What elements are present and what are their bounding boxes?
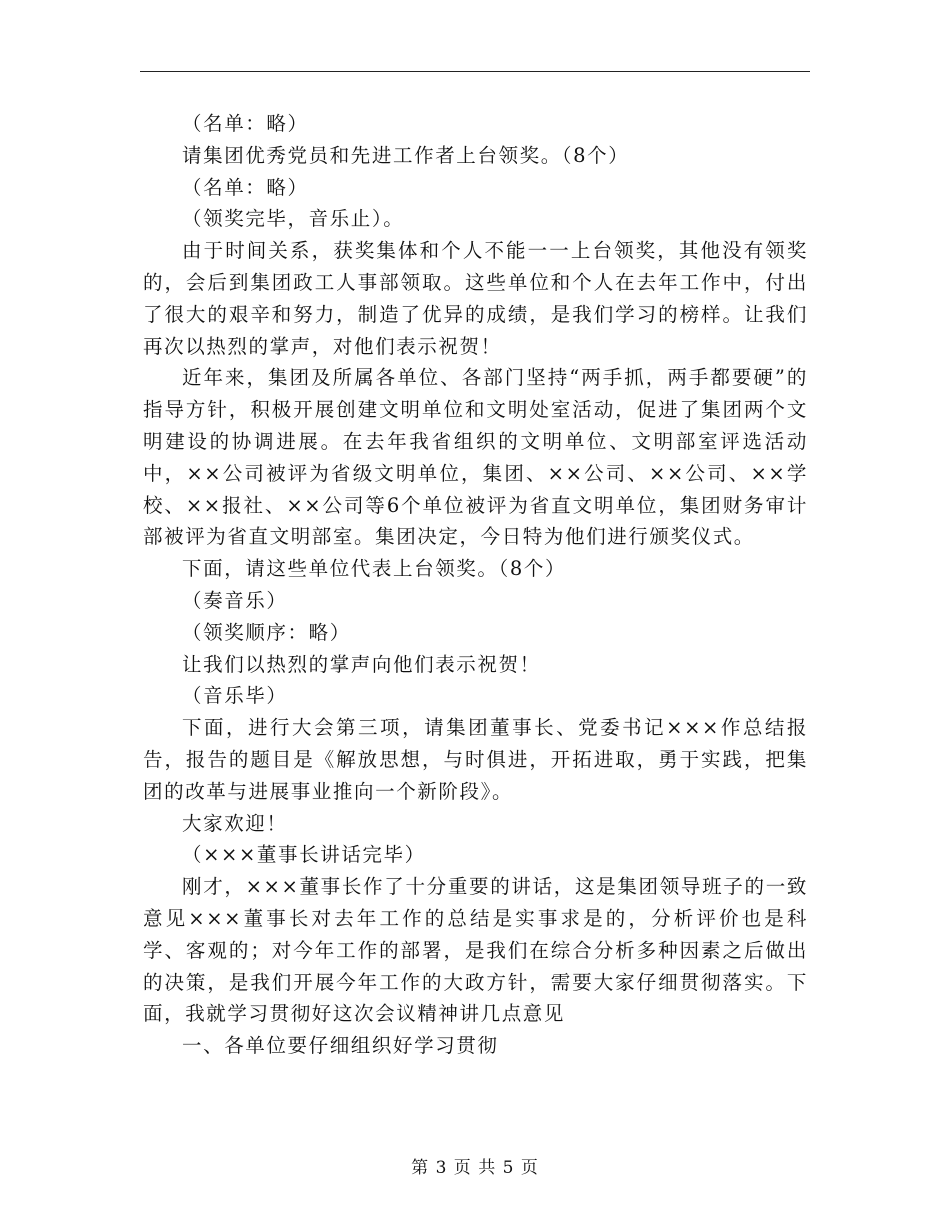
paragraph: 由于时间关系，获奖集体和个人不能一一上台领奖，其他没有领奖的，会后到集团政工人事部领取。这些单位和个人在去年工作中，付出了很大的艰辛和努力，制造了优异的成绩，是我们学习的榜样。让我们再次以热烈的掌声，对他们表示祝贺！ [143,239,808,358]
paragraph: （×××董事长讲话完毕） [182,843,426,867]
paragraph: 让我们以热烈的掌声向他们表示祝贺！ [182,652,541,676]
paragraph: 近年来，集团及所属各单位、各部门坚持“两手抓，两手都要硬”的指导方针，积极开展创建文明单位和文明处室活动，促进了集团两个文明建设的协调进展。在去年我省组织的文明单位、文明部室评选活动中，××公司被评为省级文明单位，集团、××公司、××公司、××学校、××报社、××公司等6个单位被评为省直文明单位，集团财务审计部被评为省直文明部室。集团决定，今日特为他们进行颁奖仪式。 [143,366,808,549]
paragraph: （名单：略） [182,112,309,135]
paragraph: （奏音乐） [182,588,288,612]
paragraph: 大家欢迎！ [182,811,288,835]
header-divider [140,71,810,72]
paragraph: （领奖顺序：略） [182,620,351,644]
document-body [143,108,808,1062]
paragraph: 一、各单位要仔细组织好学习贯彻 [182,1034,499,1058]
paragraph: （音乐毕） [182,684,288,708]
paragraph: （领奖完毕，音乐止）。 [182,207,405,231]
paragraph: （名单：略） [182,175,309,199]
page-number-footer: 第 3 页 共 5 页 [411,1158,539,1178]
paragraph: 请集团优秀党员和先进工作者上台领奖。（8个） [182,143,630,167]
paragraph: 刚才，×××董事长作了十分重要的讲话，这是集团领导班子的一致意见×××董事长对去年工作的总结是实事求是的，分析评价也是科学、客观的；对今年工作的部署，是我们在综合分析多种因素之后做出的决策，是我们开展今年工作的大政方针，需要大家仔细贯彻落实。下面，我就学习贯彻好这次会议精神讲几点意见 [143,875,808,1026]
paragraph: 下面，请这些单位代表上台领奖。（8个） [182,557,567,581]
paragraph: 下面，进行大会第三项，请集团董事长、党委书记×××作总结报告，报告的题目是《解放思想，与时俱进，开拓进取，勇于实践，把集团的改革与进展事业推向一个新阶段》。 [143,716,808,803]
